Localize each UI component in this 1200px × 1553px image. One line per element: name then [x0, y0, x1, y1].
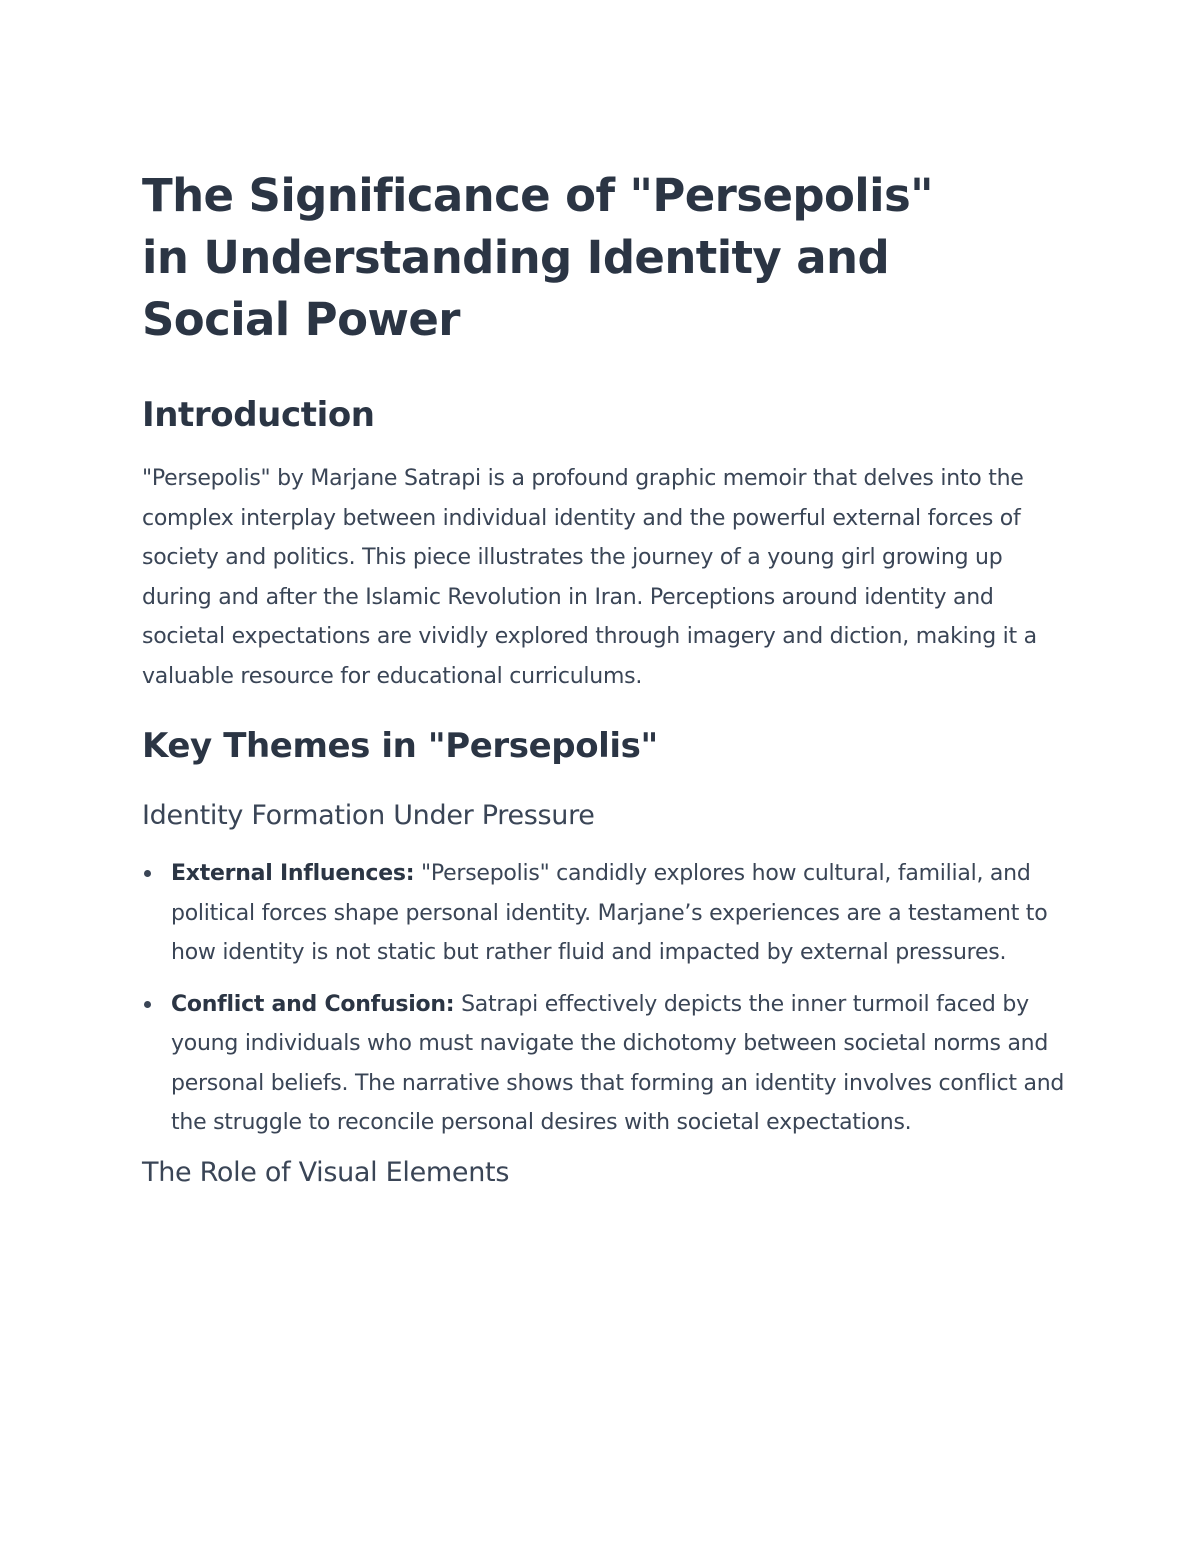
list-item: [142, 854, 1072, 973]
list-item: [142, 985, 1072, 1143]
point-label: Conflict and Confusion:: [171, 991, 455, 1017]
point-label: External Influences:: [171, 861, 415, 886]
visual-elements-heading: The Role of Visual Elements: [142, 1156, 510, 1188]
identity-points-list: [142, 854, 1072, 1143]
introduction-heading: Introduction: [142, 395, 375, 435]
document-page: [142, 165, 1072, 1191]
identity-formation-heading: Identity Formation Under Pressure: [142, 800, 595, 831]
introduction-paragraph: "Persepolis" by Marjane Satrapi is a profound graphic memoir that delves into the complex interplay between individual identity and the powerful external forces of society and politics. This piece illustrates the journey of a young girl growing up during and after the Islamic Revolution in Iran. Perceptions around identity and societal expectations are vividly explored through imagery and diction, making it a valuable resource for educational curriculums.: [142, 466, 1037, 689]
key-themes-heading: Key Themes in "Persepolis": [142, 726, 658, 766]
document-title: The Significance of "Persepolis" in Understanding Identity and Social Power: [142, 169, 933, 346]
bullet-icon: [144, 870, 151, 877]
point-text: Satrapi effectively depicts the inner turmoil faced by young individuals who must navigate the dichotomy between societal norms and personal beliefs. The narrative shows that forming an identity involves conflict and the struggle to reconcile personal desires with societal expectations.: [171, 991, 1065, 1135]
point-text: "Persepolis" candidly explores how cultural, familial, and political forces shape personal identity. Marjane’s experiences are a testament to how identity is not static but rather fluid and impacted by external pressures.: [171, 861, 1048, 965]
bullet-icon: [144, 1001, 151, 1008]
